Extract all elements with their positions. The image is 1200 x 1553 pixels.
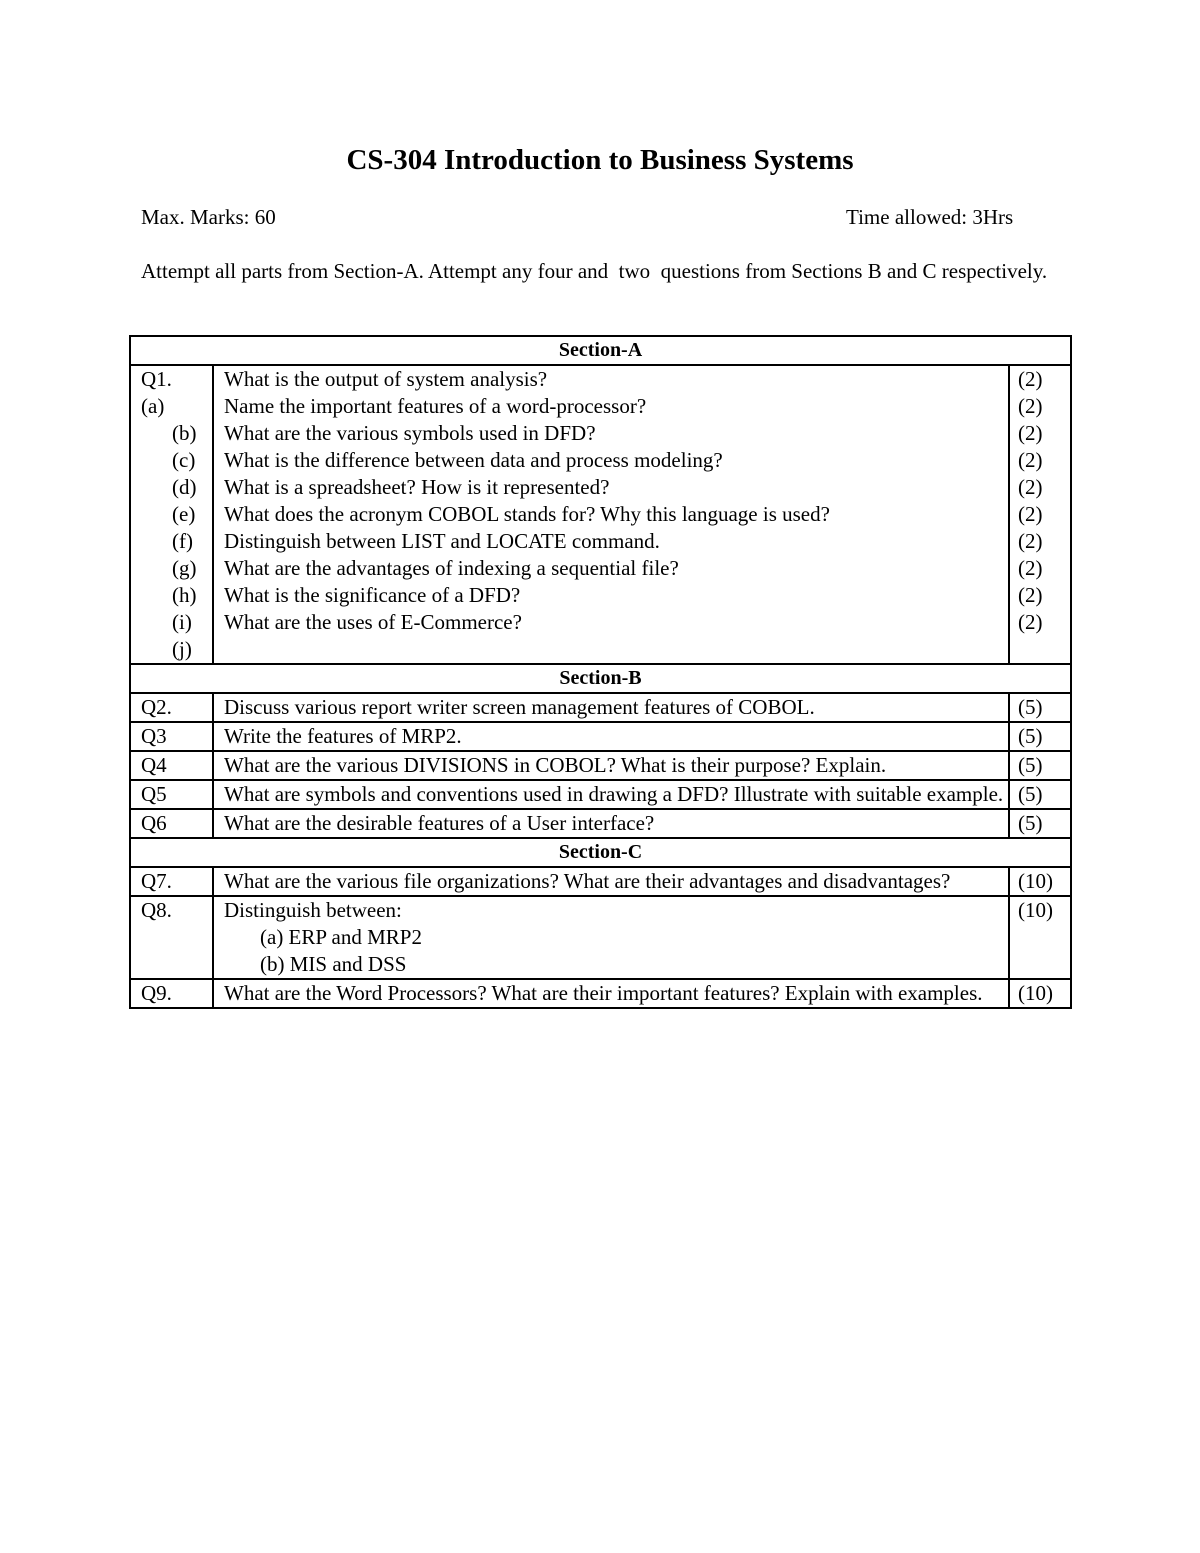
table-row [130,979,1071,1008]
section-a-row [130,365,1071,664]
table-row [130,896,1071,979]
question-table [129,335,1072,1009]
marks: (2) [1018,556,1043,580]
marks: (2) [1018,583,1043,607]
section-a-questions [213,365,1009,664]
marks: (5) [1009,780,1071,809]
question-text: What are the various symbols used in DFD? [224,421,596,445]
question-number: Q9. [130,979,213,1008]
section-c-heading: Section-C [130,838,1071,867]
max-marks: Max. Marks: 60 [141,205,276,229]
question-text: Name the important features of a word-processor? [224,394,647,418]
marks: (2) [1018,448,1043,472]
question-text: What are the advantages of indexing a sequential file? [224,556,679,580]
question-text: Write the features of MRP2. [213,722,1009,751]
question-cell [213,896,1009,979]
table-row [130,867,1071,896]
question-part: (b) MIS and DSS [260,952,407,976]
question-text: What is the difference between data and process modeling? [224,448,723,472]
question-text: What are the various DIVISIONS in COBOL? What is their purpose? Explain. [213,751,1009,780]
table-row [130,780,1071,809]
part-label: (i) [172,610,192,634]
question-text: What does the acronym COBOL stands for? Why this language is used? [224,502,830,526]
section-b-heading: Section-B [130,664,1071,693]
part-label: (j) [172,637,192,661]
question-number: Q7. [130,867,213,896]
section-a-header-row [130,336,1071,365]
marks: (2) [1018,529,1043,553]
part-label: (f) [172,529,193,553]
table-row [130,809,1071,838]
part-label: (h) [172,583,197,607]
question-number: Q1. [141,367,172,391]
question-number: Q3 [130,722,213,751]
page-title: CS-304 Introduction to Business Systems [346,144,854,176]
table-row [130,722,1071,751]
instructions: Attempt all parts from Section-A. Attempt any four and two questions from Sections B and C respectively. [141,259,1048,283]
question-text: What is the significance of a DFD? [224,583,521,607]
marks: (2) [1018,421,1043,445]
section-a-heading: Section-A [130,336,1071,365]
part-label: (e) [172,502,196,526]
question-number: Q6 [130,809,213,838]
question-number: Q2. [130,693,213,722]
part-label: (b) [172,421,197,445]
part-label: (g) [172,556,197,580]
question-text: What are the uses of E-Commerce? [224,610,522,634]
question-text: Distinguish between: [224,898,402,922]
marks: (2) [1018,502,1043,526]
table-row [130,693,1071,722]
marks: (5) [1009,751,1071,780]
marks: (10) [1009,896,1071,979]
marks: (2) [1018,367,1043,391]
marks: (2) [1018,394,1043,418]
question-text: Discuss various report writer screen management features of COBOL. [213,693,1009,722]
question-text: What are the desirable features of a User interface? [213,809,1009,838]
question-text: What is the output of system analysis? [224,367,548,391]
part-label: (d) [172,475,197,499]
section-c-header-row [130,838,1071,867]
section-a-numbers [130,365,213,664]
marks: (5) [1009,722,1071,751]
question-number: Q5 [130,780,213,809]
section-b-header-row [130,664,1071,693]
question-text: What is a spreadsheet? How is it represented? [224,475,610,499]
part-label: (c) [172,448,196,472]
marks: (5) [1009,693,1071,722]
question-text: What are the Word Processors? What are their important features? Explain with examples. [213,979,1009,1008]
question-number: Q8. [130,896,213,979]
question-text: What are symbols and conventions used in drawing a DFD? Illustrate with suitable example. [213,780,1009,809]
marks: (10) [1009,979,1071,1008]
question-text: Distinguish between LIST and LOCATE command. [224,529,660,553]
question-part: (a) ERP and MRP2 [260,925,422,949]
section-a-marks [1009,365,1071,664]
marks: (2) [1018,475,1043,499]
marks: (2) [1018,610,1043,634]
table-row [130,751,1071,780]
time-allowed: Time allowed: 3Hrs [846,205,1014,229]
marks: (5) [1009,809,1071,838]
part-label: (a) [141,394,165,418]
question-text: What are the various file organizations? What are their advantages and disadvantages? [213,867,1009,896]
marks: (10) [1009,867,1071,896]
question-number: Q4 [130,751,213,780]
